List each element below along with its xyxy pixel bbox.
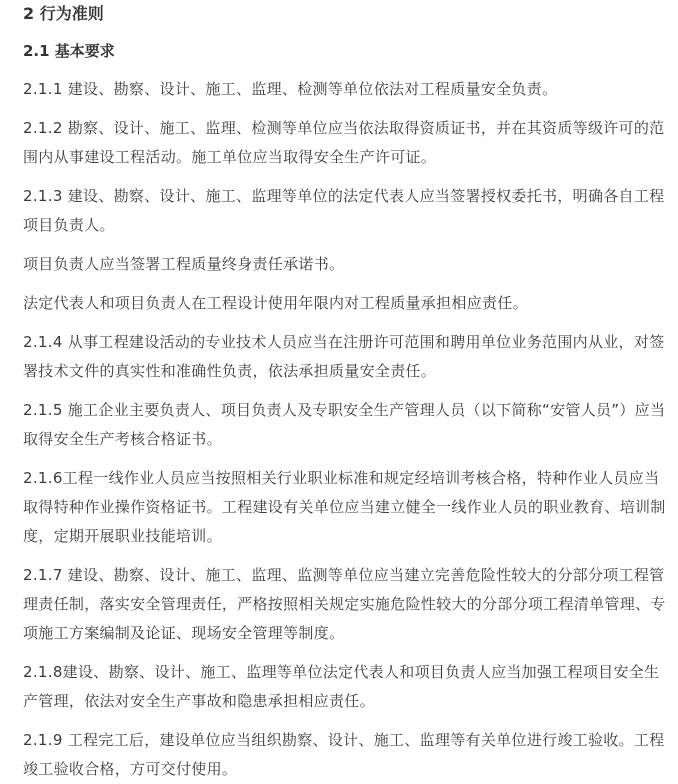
section-heading: 2 行为准则 bbox=[23, 4, 104, 23]
paragraph-project-lead-commitment: 项目负责人应当签署工程质量终身责任承诺书。 bbox=[23, 255, 345, 273]
paragraph-2-1-7: 2.1.7 建设、勘察、设计、施工、监理、监测等单位应当建立完善危险性较大的分部分项工程管理责任制，落实安全管理责任，严格按照相关规定实施危险性较大的分部分项工程清单管理、专项施工方案编制及论证、现场安全管理等制度。 bbox=[23, 566, 666, 642]
paragraph-2-1-9: 2.1.9 工程完工后，建设单位应当组织勘察、设计、施工、监理等有关单位进行竣工验收。工程竣工验收合格，方可交付使用。 bbox=[23, 731, 665, 778]
paragraph-2-1-1: 2.1.1 建设、勘察、设计、施工、监理、检测等单位依法对工程质量安全负责。 bbox=[23, 80, 558, 98]
paragraph-legal-rep-responsibility: 法定代表人和项目负责人在工程设计使用年限内对工程质量承担相应责任。 bbox=[23, 294, 528, 312]
paragraph-2-1-4: 2.1.4 从事工程建设活动的专业技术人员应当在注册许可范围和聘用单位业务范围内从业，对签署技术文件的真实性和准确性负责，依法承担质量安全责任。 bbox=[23, 333, 665, 380]
paragraph-2-1-6: 2.1.6工程一线作业人员应当按照相关行业职业标准和规定经培训考核合格，特种作业人员应当取得特种作业操作资格证书。工程建设有关单位应当建立健全一线作业人员的职业教育、培训制度，定期开展职业技能培训。 bbox=[23, 469, 666, 545]
document-body bbox=[0, 3, 678, 779]
paragraph-2-1-5: 2.1.5 施工企业主要负责人、项目负责人及专职安全生产管理人员（以下简称“安管人员”）应当取得安全生产考核合格证书。 bbox=[23, 401, 666, 448]
paragraph-2-1-2: 2.1.2 勘察、设计、施工、监理、检测等单位应当依法取得资质证书，并在其资质等级许可的范围内从事建设工程活动。施工单位应当取得安全生产许可证。 bbox=[23, 119, 665, 166]
paragraph-2-1-8: 2.1.8建设、勘察、设计、施工、监理等单位法定代表人和项目负责人应当加强工程项目安全生产管理，依法对安全生产事故和隐患承担相应责任。 bbox=[23, 663, 660, 710]
paragraph-2-1-3: 2.1.3 建设、勘察、设计、施工、监理等单位的法定代表人应当签署授权委托书，明确各自工程项目负责人。 bbox=[23, 187, 665, 234]
subsection-heading: 2.1 基本要求 bbox=[23, 42, 115, 60]
